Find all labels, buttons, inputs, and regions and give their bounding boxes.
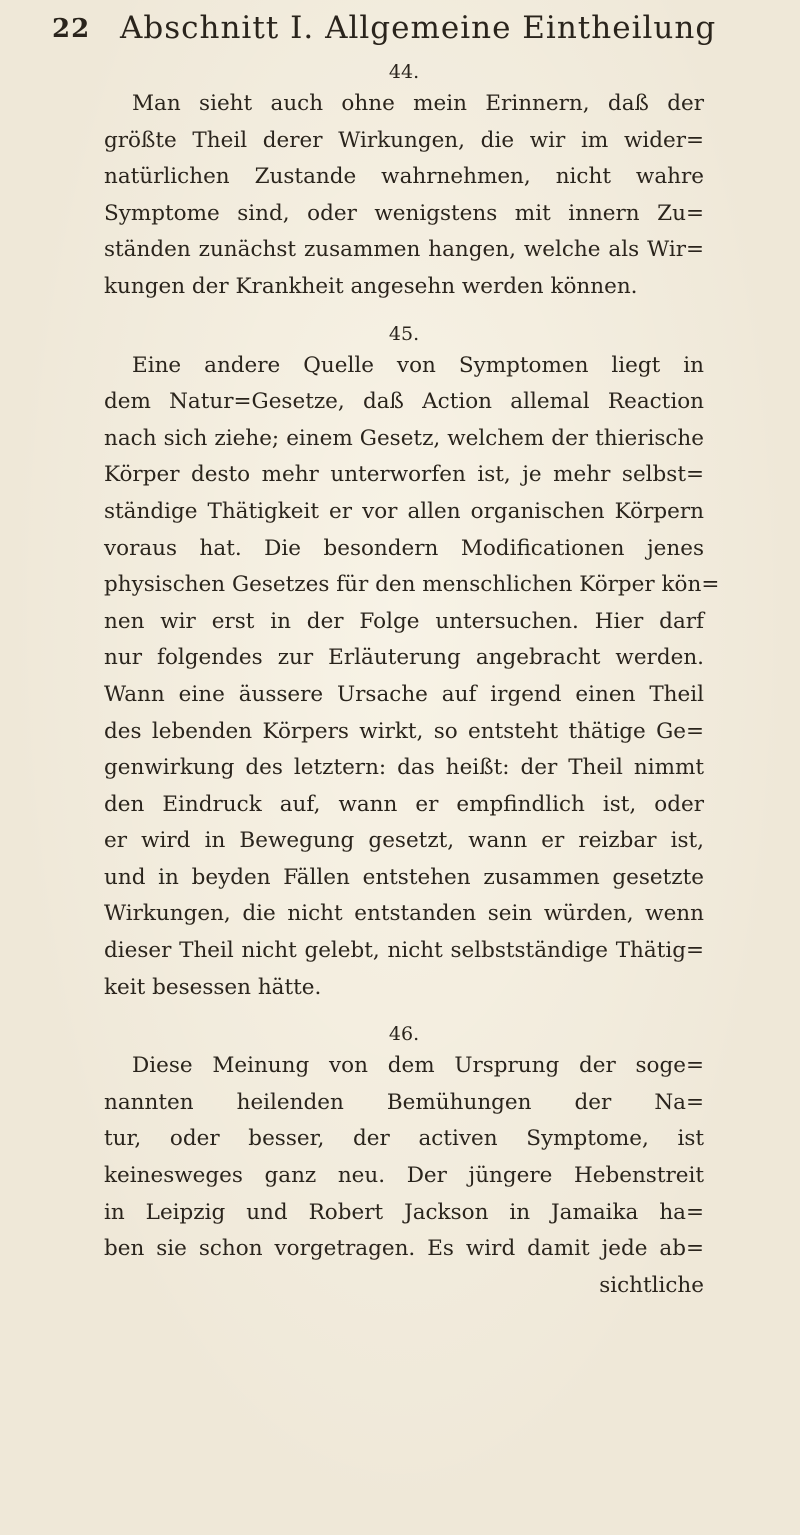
paragraph [104,1048,704,1304]
text-line: Wirkungen, die nicht entstanden sein würden, wenn [104,901,704,927]
text-line: nannten heilenden Bemühungen der Na= [104,1089,704,1115]
text-line: größte Theil derer Wirkungen, die wir im wider= [104,127,704,153]
text-line: Körper desto mehr unterworfen ist, je mehr selbst= [104,462,704,488]
text-line: Wann eine äussere Ursache auf irgend einen Theil [104,681,704,707]
text-line: nen wir erst in der Folge untersuchen. Hier darf [104,608,704,634]
section-number: 44. [388,61,420,83]
text-line: ständige Thätigkeit er vor allen organischen Körpern [104,498,704,524]
text-line: er wird in Bewegung gesetzt, wann er reizbar ist, [104,828,704,854]
section-number: 45. [388,322,420,345]
text-line: dieser Theil nicht gelebt, nicht selbstständige Thätig= [104,938,704,964]
running-head: Abschnitt I. Allgemeine Eintheilung [120,10,717,46]
text-line: tur, oder besser, der activen Symptome, ist [104,1126,704,1152]
text-line: Symptome sind, oder wenigstens mit innern Zu= [104,200,704,226]
section-number: 46. [388,1023,420,1046]
text-line: genwirkung des letztern: das heißt: der Theil nimmt [104,755,704,781]
text-line: ständen zunächst zusammen hangen, welche als Wir= [104,237,704,263]
section-44 [104,58,704,306]
text-line: natürlichen Zustande wahrnehmen, nicht wahre [104,164,704,190]
text-line: keit besessen hätte. [104,974,322,1000]
text-line: Man sieht auch ohne mein Erinnern, daß der [132,91,704,116]
text-line: Diese Meinung von dem Ursprung der soge= [132,1053,704,1079]
paragraph [104,348,720,1007]
text-block [104,58,720,1318]
text-line: kungen der Krankheit angesehn werden können. [104,273,638,299]
page-number: 22 [52,14,91,44]
text-line: nur folgendes zur Erläuterung angebracht werden. [104,645,704,671]
text-line: Eine andere Quelle von Symptomen liegt in [132,352,704,378]
text-line: den Eindruck auf, wann er empfindlich ist, oder [104,791,704,817]
text-line: ben sie schon vorgetragen. Es wird damit jede ab= [104,1236,704,1262]
page-header [40,4,760,54]
text-line: keinesweges ganz neu. Der jüngere Hebenstreit [104,1163,704,1189]
catchword: sichtliche [599,1272,704,1298]
section-46 [104,1020,704,1304]
text-line: dem Natur=Gesetze, daß Action allemal Reaction [104,389,704,415]
text-line: voraus hat. Die besondern Modificationen jenes [104,535,704,561]
text-line: nach sich ziehe; einem Gesetz, welchem der thierische [104,425,704,451]
text-line: und in beyden Fällen entstehen zusammen gesetzte [104,864,704,890]
text-line: in Leipzig und Robert Jackson in Jamaika ha= [104,1199,704,1225]
section-45 [104,320,720,1007]
text-line: physischen Gesetzes für den menschlichen Körper kön= [104,572,720,598]
paragraph [104,86,704,306]
text-line: des lebenden Körpers wirkt, so entsteht thätige Ge= [104,718,704,744]
